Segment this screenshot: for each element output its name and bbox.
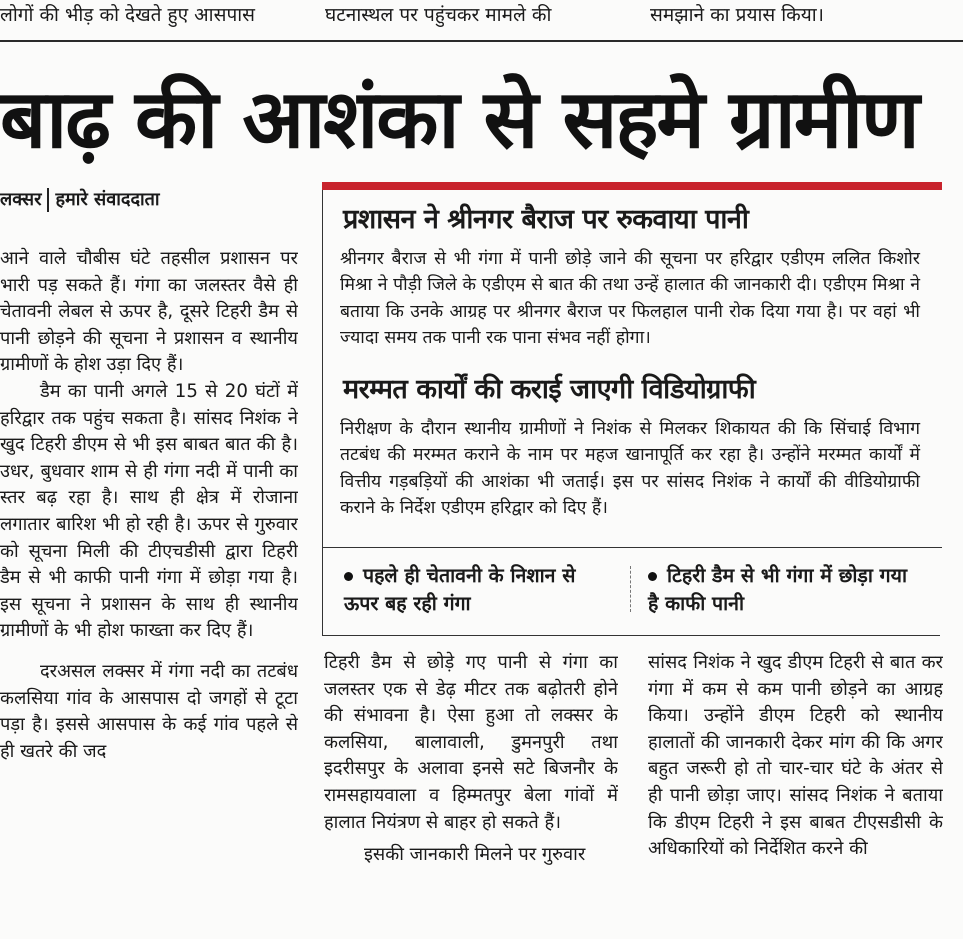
bullet-dot-icon (648, 572, 657, 581)
box-bullet-1 (344, 562, 614, 618)
byline-separator (47, 188, 49, 212)
box-bullet-1-text: पहले ही चेतावनी के निशान से ऊपर बह रही गंगा (344, 564, 576, 615)
headline: बाढ़ की आशंका से सहमे ग्रामीण (0, 73, 918, 167)
box-left-border (322, 190, 323, 636)
box-section2-heading: मरम्मत कार्यों की कराई जाएगी विडियोग्राफी (343, 374, 756, 405)
bullet-column-separator (630, 566, 631, 612)
article-column-1 (0, 246, 298, 939)
bullet-dot-icon (344, 572, 353, 581)
top-strip-text-col1: लोगों की भीड़ को देखते हुए आसपास (0, 4, 256, 26)
box-bullet-2-text: टिहरी डैम से भी गंगा में छोड़ा गया है काफी पानी (648, 564, 908, 615)
byline-reporter: हमारे संवाददाता (55, 189, 160, 210)
byline (0, 184, 320, 216)
top-divider (0, 40, 963, 42)
article-column-3 (648, 650, 943, 939)
column1-paragraph-1: आने वाले चौबीस घंटे तहसील प्रशासन पर भारी पड़ सकते हैं। गंगा का जलस्तर वैसे ही चेतावनी लेबल से ऊपर है, दूसरे टिहरी डैम से पानी छोड़ने की सूचना ने प्रशासन व स्थानीय ग्रामीणों के होश उड़ा दिए हैं। (0, 248, 298, 376)
box-accent-bar (322, 182, 942, 190)
box-section2-text: निरीक्षण के दौरान स्थानीय ग्रामीणों ने निशंक से मिलकर शिकायत की कि सिंचाई विभाग तटबंध की मरम्मत कराने के नाम पर महज खानापूर्ति कर रहा है। उन्होंने मरम्मत कार्यों में वित्तीय गड़बड़ियों की आशंका भी जताई। इस पर सांसद निशंक ने कार्यों की वीडियोग्राफी कराने के निर्देश एडीएम हरिद्वार को दिए हैं। (340, 419, 920, 519)
box-section1-text: श्रीनगर बैराज से भी गंगा में पानी छोड़े जाने की सूचना पर हरिद्वार एडीएम ललित किशोर मिश्रा ने पौड़ी जिले के एडीएम से बात की तथा उन्हें हालात की जानकारी दी। एडीएम मिश्रा ने बताया कि उनके आग्रह पर श्रीनगर बैराज पर फिलहाल पानी रोक दिया गया है। पर वहां भी ज्यादा समय तक पानी रक पाना संभव नहीं होगा। (340, 249, 920, 349)
column2-paragraph-1: टिहरी डैम से छोड़े गए पानी से गंगा का जलस्तर एक से डेढ़ मीटर तक बढ़ोतरी होने की संभावना है। ऐसा हुआ तो लक्सर के कलसिया, बालावाली, डुमनपुरी तथा इदरीसपुर के अलावा इनसे सटे बिजनौर के रामसहायवाला व हिम्मतपुर बेला गांवों में हालात नियंत्रण से बाहर हो सकते हैं। (324, 652, 618, 833)
column3-paragraph-1: सांसद निशंक ने खुद डीएम टिहरी से बात कर गंगा में कम से कम पानी छोड़ने का आग्रह किया। उन्होंने डीएम टिहरी को स्थानीय हालातों की जानकारी देकर मांग की कि अगर बहुत जरूरी हो तो चार-चार घंटे के अंतर से ही पानी छोड़ा जाए। सांसद निशंक ने बताया कि डीएम टिहरी ने इस बाबत टीएसडीसी के अधिकारियों को निर्देशित करने की (648, 652, 943, 860)
box-bullet-divider (322, 547, 942, 548)
top-strip-text-col3: समझाने का प्रयास किया। (650, 4, 824, 26)
top-strip-text-col2: घटनास्थल पर पहुंचकर मामले की (325, 4, 552, 26)
box-section1-heading: प्रशासन ने श्रीनगर बैराज पर रुकवाया पानी (343, 204, 749, 235)
column2-paragraph-2: इसकी जानकारी मिलने पर गुरुवार (364, 844, 586, 866)
box-bullet-2 (648, 562, 918, 618)
column1-paragraph-2: डैम का पानी अगले 15 से 20 घंटों में हरिद्वार तक पहुंच सकता है। सांसद निशंक ने खुद टिहरी डीएम से भी इस बाबत बात की है। उधर, बुधवार शाम से ही गंगा नदी में पानी का स्तर बढ़ रहा है। साथ ही क्षेत्र में रोजाना लगातार बारिश भी हो रही है। ऊपर से गुरुवार को सूचना मिली की टीएचडीसी द्वारा टिहरी डैम से भी काफी पानी गंगा में छोड़ा गया है। इस सूचना ने प्रशासन के साथ ही स्थानीय ग्रामीणों के भी होश फाख्ता कर दिए हैं। (0, 380, 298, 642)
article-column-2 (324, 650, 618, 939)
byline-place: लक्सर (0, 189, 42, 210)
box-bottom-border (322, 635, 940, 636)
column1-paragraph-3: दरअसल लक्सर में गंगा नदी का तटबंध कलसिया गांव के आसपास दो जगहों से टूटा पड़ा है। इससे आसपास के कई गांव पहले से ही खतरे की जद (0, 660, 298, 762)
